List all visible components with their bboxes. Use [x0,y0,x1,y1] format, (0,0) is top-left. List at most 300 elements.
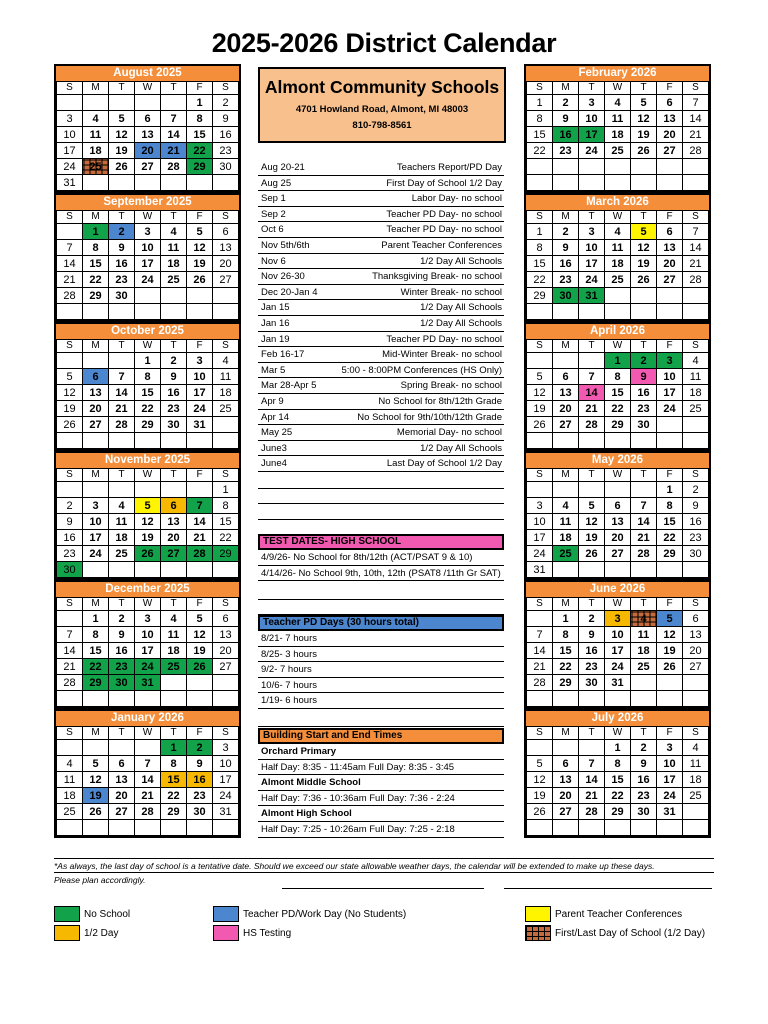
day-cell: 2 [109,224,135,240]
weekday-label: S [683,727,709,740]
day-cell [187,288,213,304]
event-row [258,254,504,270]
day-cell: 27 [657,272,683,288]
legend-swatch [525,906,551,922]
day-cell: 1 [187,95,213,111]
event-description: Winter Break- no school [400,286,502,298]
weekday-label: M [83,469,109,482]
day-cell: 25 [605,272,631,288]
day-cell: 23 [683,530,709,546]
weekday-label: T [579,82,605,95]
day-cell: 7 [57,627,83,643]
day-cell: 19 [135,530,161,546]
day-cell [135,691,161,707]
day-cell: 19 [527,401,553,417]
day-cell: 19 [187,256,213,272]
day-cell: 31 [579,288,605,304]
day-cell: 17 [527,530,553,546]
day-cell [161,175,187,191]
day-cell: 30 [683,546,709,562]
day-cell: 15 [83,643,109,659]
weekday-label: M [553,340,579,353]
day-cell: 7 [109,369,135,385]
day-cell: 15 [161,772,187,788]
day-cell: 8 [605,369,631,385]
day-cell: 15 [83,256,109,272]
day-cell [683,675,709,691]
day-cell: 10 [83,514,109,530]
day-cell: 10 [187,369,213,385]
day-cell [605,175,631,191]
event-row [258,410,504,426]
day-cell [631,675,657,691]
day-cell [553,562,579,578]
day-cell: 9 [553,240,579,256]
day-cell [161,288,187,304]
day-cell [683,820,709,836]
day-cell: 17 [605,643,631,659]
day-cell: 12 [135,514,161,530]
day-cell: 9 [631,756,657,772]
day-cell [553,159,579,175]
day-cell: 25 [631,659,657,675]
day-cell: 28 [57,288,83,304]
day-cell: 18 [553,530,579,546]
day-cell: 26 [657,659,683,675]
weekday-label: T [579,727,605,740]
event-description: No School for 8th/12th Grade [378,395,502,407]
day-cell: 24 [657,401,683,417]
day-cell: 28 [187,546,213,562]
event-row [258,300,504,316]
spacer-lines [258,584,504,615]
day-cell: 3 [657,353,683,369]
day-cell: 26 [631,272,657,288]
day-cell: 12 [187,240,213,256]
day-cell: 12 [187,627,213,643]
day-cell: 19 [109,143,135,159]
day-cell: 29 [527,288,553,304]
day-cell [579,740,605,756]
day-cell: 20 [83,401,109,417]
day-cell [631,304,657,320]
weekday-label: M [553,469,579,482]
day-cell [631,562,657,578]
weekday-label: W [135,82,161,95]
day-cell: 22 [187,143,213,159]
day-cell: 18 [213,385,239,401]
weekday-label: S [57,469,83,482]
day-cell: 8 [187,111,213,127]
day-cell: 28 [161,159,187,175]
weekday-label: M [553,211,579,224]
day-cell: 14 [631,514,657,530]
day-cell: 29 [605,417,631,433]
day-cell: 9 [187,756,213,772]
day-cell: 14 [135,772,161,788]
day-cell: 12 [57,385,83,401]
weekday-label: S [683,82,709,95]
event-row [258,316,504,332]
day-cell: 19 [187,643,213,659]
day-cell [109,740,135,756]
day-cell: 22 [605,401,631,417]
day-cell [57,691,83,707]
day-cell [657,175,683,191]
day-cell [83,95,109,111]
day-cell [527,353,553,369]
school-name: Almont Community Schools [264,77,500,97]
day-cell: 24 [135,272,161,288]
day-cell: 1 [213,482,239,498]
day-cell: 22 [161,788,187,804]
day-cell: 13 [213,627,239,643]
day-cell [605,820,631,836]
day-cell: 29 [605,804,631,820]
day-cell: 16 [631,772,657,788]
event-description: Teacher PD Day- no school [386,224,502,236]
weekday-label: T [631,340,657,353]
day-cell: 9 [57,514,83,530]
event-date: Feb 16-17 [261,349,305,361]
day-cell: 5 [135,498,161,514]
day-cell: 16 [57,530,83,546]
day-cell: 18 [605,127,631,143]
day-cell [657,304,683,320]
day-cell: 4 [553,498,579,514]
day-cell [109,433,135,449]
legend-label: 1/2 Day [84,928,119,939]
weekday-label: T [579,340,605,353]
day-cell [57,740,83,756]
day-cell [213,304,239,320]
month-title: June 2026 [526,582,709,597]
day-cell: 4 [631,611,657,627]
day-cell: 3 [83,498,109,514]
day-cell [579,562,605,578]
footnote-line-1: *As always, the last day of school is a tentative date. Should we exceed our state allowable weather days, the calendar will be extended to make up these days. [54,858,714,873]
event-date: Nov 5th/6th [261,239,310,251]
day-cell: 13 [135,127,161,143]
weekday-label: F [657,727,683,740]
day-cell: 11 [631,627,657,643]
weekday-label: W [135,211,161,224]
day-cell: 24 [213,788,239,804]
day-cell: 26 [631,143,657,159]
test-date-row: 4/14/26- No School 9th, 10th, 12th (PSAT8 /11th Gr SAT) [258,566,504,582]
day-cell [83,562,109,578]
weekday-label: M [553,598,579,611]
event-date: May 25 [261,427,293,439]
day-cell: 23 [109,659,135,675]
event-row [258,332,504,348]
event-description: 5:00 - 8:00PM Conferences (HS Only) [341,364,502,376]
day-cell: 21 [683,256,709,272]
event-row [258,363,504,379]
day-cell: 13 [657,111,683,127]
day-cell: 7 [683,224,709,240]
day-cell [605,482,631,498]
day-cell: 13 [213,240,239,256]
day-cell: 25 [553,546,579,562]
day-cell: 23 [161,401,187,417]
event-row [258,160,504,176]
day-cell [683,175,709,191]
day-cell: 4 [605,224,631,240]
day-cell: 18 [57,788,83,804]
day-cell: 17 [57,143,83,159]
weekday-label: S [527,340,553,353]
day-cell: 22 [657,530,683,546]
day-cell: 12 [631,240,657,256]
month-calendar [524,451,711,580]
day-cell: 3 [657,740,683,756]
event-date: Aug 20-21 [261,162,305,173]
school-header-box [258,67,506,143]
weekday-label: F [187,82,213,95]
day-cell: 8 [213,498,239,514]
event-row [258,222,504,238]
day-cell [213,175,239,191]
pd-day-row: 8/25- 3 hours [258,647,504,663]
weekday-label: T [109,727,135,740]
event-description: No School for 9th/10th/12th Grade [357,411,502,423]
day-cell: 24 [579,272,605,288]
day-cell: 27 [213,272,239,288]
day-cell: 5 [109,111,135,127]
weekday-label: W [605,727,631,740]
event-row [258,425,504,441]
building-hours: Half Day: 7:25 - 10:26am Full Day: 7:25 - 2:18 [258,822,504,838]
day-cell: 14 [161,127,187,143]
month-title: March 2026 [526,195,709,210]
day-cell: 20 [213,256,239,272]
day-cell: 31 [135,675,161,691]
legend-swatch [525,925,551,941]
day-cell: 22 [83,272,109,288]
day-cell: 23 [553,272,579,288]
day-cell: 22 [605,788,631,804]
day-cell: 23 [631,788,657,804]
day-cell: 16 [553,127,579,143]
day-cell: 11 [57,772,83,788]
day-cell: 18 [683,772,709,788]
month-title: December 2025 [56,582,239,597]
event-description: Labor Day- no school [411,193,502,205]
weekday-label: T [161,727,187,740]
day-cell: 20 [213,643,239,659]
event-description: Teacher PD Day- no school [386,208,502,220]
day-cell: 4 [683,740,709,756]
day-cell [631,175,657,191]
day-cell: 3 [187,353,213,369]
day-cell: 24 [135,659,161,675]
weekday-label: S [213,211,239,224]
weekday-label: M [553,82,579,95]
weekday-label: F [187,727,213,740]
day-cell: 13 [161,514,187,530]
day-cell [527,304,553,320]
event-date: June4 [261,458,287,470]
month-title: September 2025 [56,195,239,210]
day-cell [683,288,709,304]
day-cell: 1 [605,740,631,756]
day-cell: 26 [57,417,83,433]
day-cell: 9 [109,240,135,256]
day-cell [135,288,161,304]
day-cell: 7 [579,369,605,385]
day-cell: 11 [605,240,631,256]
day-cell: 7 [57,240,83,256]
day-cell: 28 [57,675,83,691]
weekday-label: T [631,82,657,95]
weekday-label: F [657,469,683,482]
day-cell: 23 [553,143,579,159]
event-row [258,378,504,394]
day-cell: 13 [683,627,709,643]
day-cell [161,95,187,111]
day-cell [657,562,683,578]
event-date: Oct 6 [261,224,284,236]
day-cell: 2 [631,353,657,369]
weekday-label: S [57,340,83,353]
weekday-label: M [83,211,109,224]
day-cell: 11 [161,240,187,256]
day-cell: 13 [83,385,109,401]
day-cell: 25 [683,788,709,804]
day-cell: 7 [161,111,187,127]
day-cell: 3 [213,740,239,756]
day-cell: 27 [83,417,109,433]
day-cell: 18 [109,530,135,546]
day-cell [135,820,161,836]
month-calendar [524,64,711,193]
day-cell: 17 [579,127,605,143]
event-description: 1/2 Day All Schools [420,255,502,267]
weekday-label: W [135,469,161,482]
day-cell: 25 [57,804,83,820]
weekday-label: F [657,340,683,353]
day-cell: 4 [213,353,239,369]
day-cell [579,482,605,498]
day-cell [213,288,239,304]
weekday-label: T [109,82,135,95]
day-cell: 6 [683,611,709,627]
day-cell [213,675,239,691]
day-cell: 29 [657,546,683,562]
day-cell: 8 [553,627,579,643]
month-calendar [54,193,241,322]
day-cell: 26 [187,272,213,288]
day-cell: 21 [135,788,161,804]
day-cell: 1 [527,224,553,240]
day-cell: 14 [683,111,709,127]
day-cell [57,482,83,498]
day-cell [109,175,135,191]
day-cell: 29 [187,159,213,175]
day-cell: 26 [135,546,161,562]
day-cell [605,691,631,707]
day-cell: 2 [553,224,579,240]
day-cell [109,353,135,369]
month-title: November 2025 [56,453,239,468]
weekday-label: T [161,469,187,482]
day-cell: 3 [527,498,553,514]
day-cell [135,562,161,578]
day-cell [553,740,579,756]
day-cell: 13 [553,772,579,788]
legend-label: First/Last Day of School (1/2 Day) [555,928,706,939]
day-cell: 15 [527,127,553,143]
event-date: Nov 6 [261,255,286,267]
day-cell [83,820,109,836]
footnote [54,858,714,888]
weekday-label: T [109,211,135,224]
day-cell: 1 [553,611,579,627]
weekday-label: T [631,211,657,224]
day-cell: 11 [553,514,579,530]
day-cell: 16 [631,385,657,401]
day-cell [57,304,83,320]
weekday-label: S [213,598,239,611]
day-cell: 11 [83,127,109,143]
day-cell: 21 [683,127,709,143]
day-cell: 17 [579,256,605,272]
building-hours: Half Day: 7:36 - 10:36am Full Day: 7:36 - 2:24 [258,791,504,807]
day-cell: 23 [631,401,657,417]
day-cell: 15 [553,643,579,659]
weekday-label: F [187,598,213,611]
event-date: June3 [261,442,287,454]
day-cell: 16 [213,127,239,143]
day-cell [657,675,683,691]
day-cell [553,691,579,707]
day-cell: 22 [135,401,161,417]
month-calendar [524,193,711,322]
day-cell: 21 [57,272,83,288]
day-cell [161,675,187,691]
day-cell: 27 [213,659,239,675]
day-cell: 4 [605,95,631,111]
day-cell: 22 [213,530,239,546]
day-cell: 24 [605,659,631,675]
day-cell [683,304,709,320]
day-cell: 1 [161,740,187,756]
day-cell: 30 [109,675,135,691]
day-cell: 8 [83,627,109,643]
day-cell: 3 [579,224,605,240]
day-cell: 3 [57,111,83,127]
day-cell [161,691,187,707]
event-date: Sep 1 [261,193,286,205]
weekday-label: M [83,340,109,353]
day-cell [657,417,683,433]
weekday-label: F [187,340,213,353]
building-name: Orchard Primary [258,744,504,760]
day-cell: 27 [109,804,135,820]
day-cell: 8 [135,369,161,385]
day-cell: 7 [631,498,657,514]
day-cell: 7 [683,95,709,111]
day-cell: 18 [161,256,187,272]
weekday-label: S [57,82,83,95]
day-cell [187,433,213,449]
day-cell: 19 [631,127,657,143]
month-title: July 2026 [526,711,709,726]
day-cell: 21 [579,788,605,804]
day-cell: 12 [109,127,135,143]
day-cell [57,95,83,111]
